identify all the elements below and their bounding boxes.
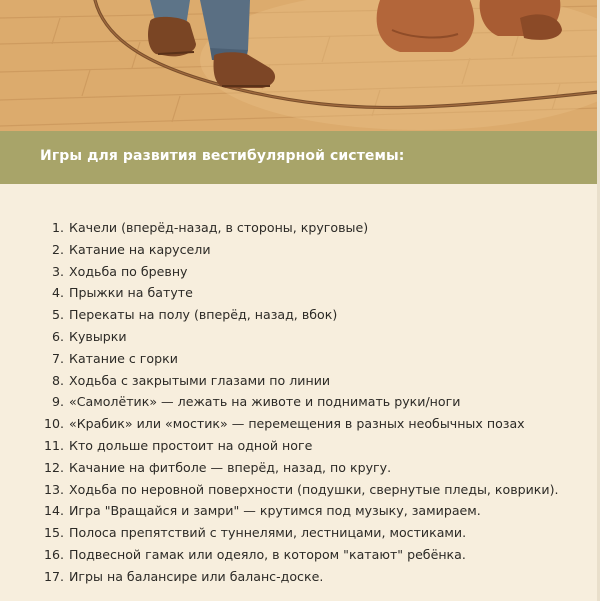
item-number: 5. [51, 307, 64, 323]
item-number: 11. [43, 437, 64, 453]
item-text: Подвесной гамак или одеяло, в котором "катают" ребёнка. [69, 546, 466, 562]
item-number: 8. [51, 372, 64, 388]
item-number: 1. [51, 220, 64, 235]
item-text: Ходьба с закрытыми глазами по линии [69, 372, 331, 388]
item-text: Кувырки [69, 328, 127, 344]
item-number: 7. [51, 350, 64, 366]
item-number: 4. [51, 285, 64, 301]
item-number: 10. [43, 416, 64, 432]
item-text: Прыжки на батуте [69, 285, 193, 301]
item-number: 9. [51, 394, 64, 410]
item-text: Качели (вперёд-назад, в стороны, круговые) [69, 220, 369, 235]
item-number: 2. [51, 241, 64, 257]
section-header [0, 131, 600, 184]
item-number: 17. [43, 568, 64, 584]
item-text: Катание с горки [69, 350, 178, 366]
item-number: 16. [43, 546, 64, 562]
item-text: Качание на фитболе — вперёд, назад, по кругу. [69, 459, 392, 475]
item-text: Ходьба по бревну [69, 263, 188, 279]
item-number: 14. [43, 503, 64, 519]
item-text: «Крабик» или «мостик» — перемещения в разных необычных позах [69, 416, 525, 432]
item-text: «Самолётик» — лежать на животе и поднимать руки/ноги [69, 394, 461, 410]
item-number: 15. [43, 525, 64, 541]
content-area [0, 184, 600, 601]
item-number: 6. [51, 328, 64, 344]
item-text: Ходьба по неровной поверхности (подушки, свернутые пледы, коврики). [69, 481, 559, 497]
item-number: 3. [51, 263, 64, 279]
item-text: Кто дольше простоит на одной ноге [69, 437, 313, 453]
item-text: Полоса препятствий с туннелями, лестницами, мостиками. [69, 525, 467, 541]
item-text: Катание на карусели [69, 241, 211, 257]
item-text: Игры на балансире или баланс-доске. [69, 568, 324, 584]
item-number: 13. [43, 481, 64, 497]
section-title: Игры для развития вестибулярной системы: [40, 148, 405, 164]
item-text: Игра "Вращайся и замри" — крутимся под музыку, замираем. [69, 503, 481, 519]
item-number: 12. [43, 459, 64, 475]
child-and-adult-illustration [0, 0, 600, 131]
item-text: Перекаты на полу (вперёд, назад, вбок) [69, 307, 338, 323]
